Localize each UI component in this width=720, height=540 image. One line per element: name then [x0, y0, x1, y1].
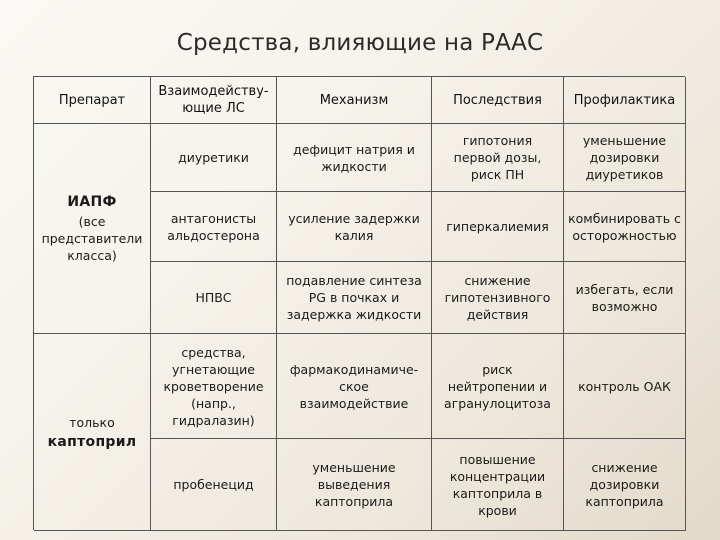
header-mechanism: Механизм	[277, 77, 432, 124]
table-cell-drug: НПВС	[151, 262, 277, 334]
group-captopril-name: каптоприл	[47, 433, 137, 450]
table-cell-prevention: уменьшение дозировки диуретиков	[564, 124, 686, 192]
table-cell-drug: диуретики	[151, 124, 277, 192]
table-cell-prevention: контроль ОАК	[564, 334, 686, 439]
table-cell-prevention: избегать, если возможно	[564, 262, 686, 334]
header-prevention: Профилактика	[564, 77, 686, 124]
table-cell-consequence: повышение концентрации каптоприла в крови	[432, 439, 564, 531]
table-cell-drug: антагонисты альдостерона	[151, 192, 277, 262]
table-cell-drug: средства, угнетающие кроветворение (напр., гидралазин)	[151, 334, 277, 439]
group-iapf-name: ИАПФ	[67, 194, 117, 210]
group-captopril-cell	[34, 334, 151, 531]
group-captopril-note: только	[69, 414, 115, 430]
table-cell-consequence: гипотония первой дозы, риск ПН	[432, 124, 564, 192]
table-cell-consequence: снижение гипотензивного действия	[432, 262, 564, 334]
header-interacting-drugs: Взаимодейству- ющие ЛС	[151, 77, 277, 124]
table-cell-mechanism: дефицит натрия и жидкости	[277, 124, 432, 192]
table-cell-mechanism: усиление задержки калия	[277, 192, 432, 262]
header-drug: Препарат	[34, 77, 151, 124]
table-cell-mechanism: фармакодинамиче- ское взаимодействие	[277, 334, 432, 439]
table-cell-drug: пробенецид	[151, 439, 277, 531]
table-cell-prevention: снижение дозировки каптоприла	[564, 439, 686, 531]
table-cell-mechanism: уменьшение выведения каптоприла	[277, 439, 432, 531]
table-cell-consequence: гиперкалиемия	[432, 192, 564, 262]
page-title: Средства, влияющие на РААС	[176, 30, 544, 56]
group-iapf-note: (все представители класса)	[41, 214, 143, 263]
interaction-table	[33, 76, 685, 530]
table-cell-consequence: риск нейтропении и агранулоцитоза	[432, 334, 564, 439]
table-cell-prevention: комбинировать с осторожностью	[564, 192, 686, 262]
header-consequences: Последствия	[432, 77, 564, 124]
table-cell-mechanism: подавление синтеза PG в почках и задержка жидкости	[277, 262, 432, 334]
group-iapf-cell	[34, 124, 151, 334]
